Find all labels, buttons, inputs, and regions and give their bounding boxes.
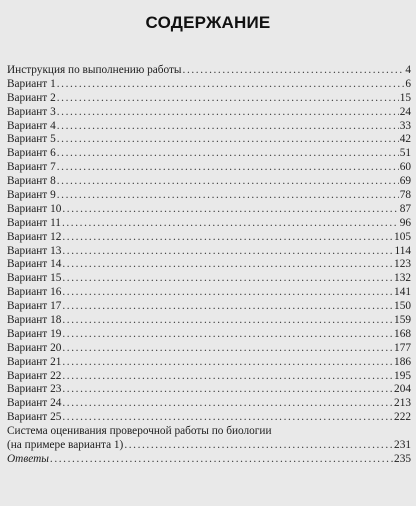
toc-entry-label: Вариант 16 [7, 286, 62, 299]
toc-entry-page: 51 [399, 147, 411, 160]
toc-entry-label: (на примере варианта 1) [7, 439, 124, 452]
dot-leader [62, 342, 393, 356]
toc-entry-page: 123 [394, 258, 411, 271]
dot-leader [57, 106, 399, 120]
toc-entry-page: 195 [394, 369, 411, 382]
toc-entry[interactable] [7, 231, 412, 245]
toc-entry[interactable] [7, 272, 412, 286]
dot-leader [57, 78, 405, 92]
dot-leader [57, 189, 399, 203]
toc-entry[interactable] [7, 161, 412, 175]
dot-leader [62, 286, 393, 300]
toc-entry-label: Вариант 8 [7, 175, 56, 188]
toc-entry-page: 177 [394, 341, 411, 354]
dot-leader [50, 453, 393, 467]
dot-leader [62, 370, 393, 384]
toc-entry-label: Вариант 15 [7, 272, 62, 285]
toc-entry-page: 33 [399, 119, 411, 132]
toc-entry-page: 235 [394, 452, 411, 465]
toc-entry[interactable] [7, 342, 412, 356]
toc-entry-page: 60 [399, 161, 411, 174]
toc-entry-page: 141 [394, 286, 411, 299]
toc-entry[interactable] [7, 314, 412, 328]
toc-entry-page: 96 [399, 216, 411, 229]
toc-entry[interactable] [7, 328, 412, 342]
toc-entry-label: Вариант 2 [7, 91, 56, 104]
toc-entry[interactable] [7, 203, 412, 217]
dot-leader [57, 147, 399, 161]
toc-entry-page: 105 [394, 230, 411, 243]
toc-entry-page: 42 [399, 133, 411, 146]
dot-leader [57, 133, 399, 147]
toc-entry-label: Вариант 7 [7, 161, 56, 174]
toc-entry-page: 150 [394, 300, 411, 313]
toc-entry-label: Вариант 12 [7, 230, 62, 243]
toc-entry-label: Вариант 21 [7, 355, 62, 368]
toc-entry-page: 168 [394, 327, 411, 340]
toc-entry-page: 159 [394, 314, 411, 327]
toc-entry[interactable] [7, 300, 412, 314]
dot-leader [62, 231, 393, 245]
toc-entry-page: 6 [405, 77, 411, 90]
page-title: СОДЕРЖАНИЕ [145, 13, 271, 32]
dot-leader [62, 300, 393, 314]
toc-entry[interactable] [7, 397, 412, 411]
dot-leader [57, 175, 399, 189]
dot-leader [62, 203, 398, 217]
dot-leader [62, 397, 393, 411]
toc-entry[interactable] [7, 217, 412, 231]
dot-leader [183, 64, 405, 78]
toc-entry[interactable] [7, 245, 412, 259]
toc-entry[interactable] [7, 383, 412, 397]
toc-entry-page: 87 [399, 202, 411, 215]
toc-entry[interactable] [7, 175, 412, 189]
toc-entry-label: Вариант 6 [7, 147, 56, 160]
toc-entry-assessment-line2 [7, 439, 412, 453]
toc-entries [7, 64, 412, 425]
toc-entry-label: Вариант 25 [7, 411, 62, 424]
toc-entry-label: Вариант 10 [7, 202, 62, 215]
toc-entry-page: 222 [394, 411, 411, 424]
toc-entry-page: 69 [399, 175, 411, 188]
dot-leader [62, 314, 393, 328]
toc-entry-answers[interactable] [7, 453, 412, 467]
toc-entry-label: Вариант 19 [7, 327, 62, 340]
table-of-contents [7, 64, 412, 467]
dot-leader [62, 328, 393, 342]
toc-entry[interactable] [7, 133, 412, 147]
toc-entry-label: Вариант 24 [7, 397, 62, 410]
toc-entry-label: Вариант 5 [7, 133, 56, 146]
toc-entry[interactable] [7, 189, 412, 203]
toc-entry-label: Вариант 1 [7, 77, 56, 90]
toc-entry-label: Вариант 14 [7, 258, 62, 271]
toc-entry-label: Вариант 17 [7, 300, 62, 313]
toc-entry-page: 15 [399, 91, 411, 104]
dot-leader [62, 245, 393, 259]
dot-leader [62, 272, 393, 286]
toc-entry[interactable] [7, 356, 412, 370]
toc-entry-page: 114 [394, 244, 411, 257]
toc-entry[interactable] [7, 370, 412, 384]
toc-entry-assessment-line1: Система оценивания проверочной работы по биологии [7, 425, 272, 438]
toc-entry[interactable] [7, 92, 412, 106]
toc-entry-label: Вариант 23 [7, 383, 62, 396]
toc-entry-assessment[interactable] [7, 425, 412, 453]
toc-entry[interactable] [7, 286, 412, 300]
toc-entry-label: Вариант 18 [7, 314, 62, 327]
dot-leader [62, 411, 393, 425]
toc-entry-label: Вариант 13 [7, 244, 62, 257]
toc-entry-label: Вариант 20 [7, 341, 62, 354]
dot-leader [124, 439, 393, 453]
dot-leader [62, 258, 393, 272]
toc-entry[interactable] [7, 411, 412, 425]
toc-entry-page: 78 [399, 189, 411, 201]
toc-entry-page: 231 [394, 439, 411, 452]
toc-entry-page: 4 [405, 63, 411, 76]
toc-entry[interactable] [7, 258, 412, 272]
toc-entry-label: Инструкция по выполнению работы [7, 63, 182, 76]
toc-entry[interactable] [7, 78, 412, 92]
toc-entry[interactable] [7, 64, 412, 78]
dot-leader [57, 92, 399, 106]
toc-entry-label: Вариант 4 [7, 119, 56, 132]
toc-entry-page: 204 [394, 383, 411, 396]
toc-entry[interactable] [7, 106, 412, 120]
toc-entry-page: 213 [394, 397, 411, 410]
toc-entry-label: Вариант 11 [7, 216, 61, 229]
dot-leader [57, 161, 399, 175]
toc-entry[interactable] [7, 147, 412, 161]
toc-entry-label: Вариант 9 [7, 189, 56, 201]
dot-leader [57, 120, 399, 134]
toc-entry-page: 132 [394, 272, 411, 285]
toc-entry-label: Вариант 3 [7, 105, 56, 118]
toc-entry[interactable] [7, 120, 412, 134]
toc-entry-label: Вариант 22 [7, 369, 62, 382]
dot-leader [62, 217, 399, 231]
toc-entry-page: 24 [399, 105, 411, 118]
toc-entry-page: 186 [394, 355, 411, 368]
dot-leader [62, 383, 393, 397]
dot-leader [62, 356, 393, 370]
toc-entry-label: Ответы [7, 452, 49, 465]
